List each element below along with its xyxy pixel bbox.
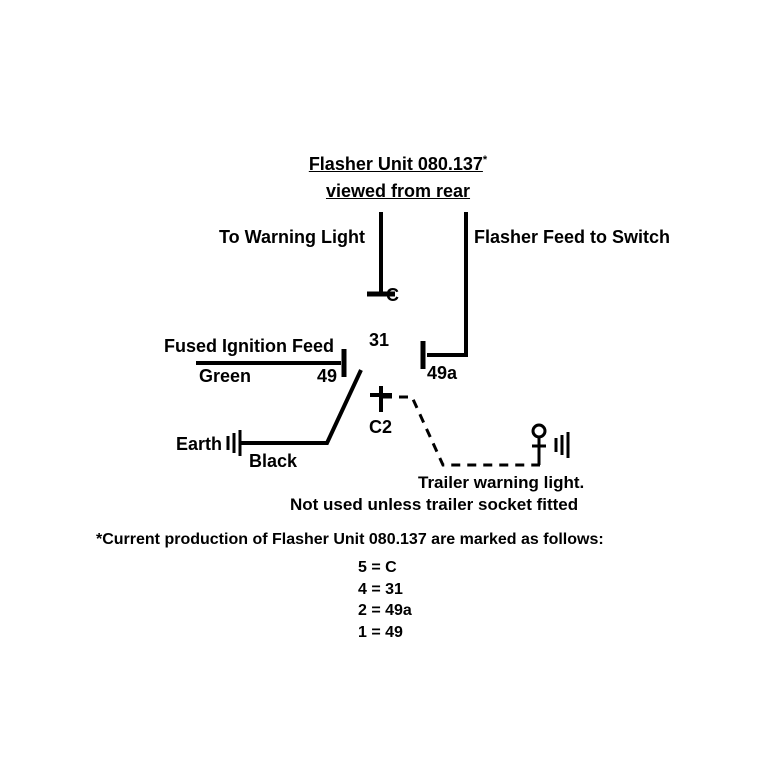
- label-terminal-49a: 49a: [427, 363, 458, 383]
- label-terminal-31: 31: [369, 330, 390, 350]
- label-black-wire: Black: [249, 451, 298, 471]
- wire-flasher-feed-to-switch: [427, 212, 466, 355]
- label-trailer-not-used: Not used unless trailer socket fitted: [290, 495, 579, 514]
- label-terminal-c2: C2: [369, 417, 393, 437]
- trailer-lamp-bulb-icon: [533, 425, 545, 437]
- wire-earth-black: [241, 370, 361, 443]
- footnote-mapping-item: 5 = C: [358, 559, 397, 576]
- label-fused-ignition-feed: Fused Ignition Feed: [164, 336, 334, 356]
- label-trailer-warning-light: Trailer warning light.: [418, 473, 585, 492]
- wire-trailer-dashed: [383, 397, 540, 465]
- label-green-wire: Green: [199, 366, 252, 386]
- label-earth: Earth: [176, 434, 223, 454]
- diagram-title-line1: Flasher Unit 080.137: [308, 154, 483, 175]
- label-flasher-feed-to-switch: Flasher Feed to Switch: [474, 227, 671, 247]
- label-terminal-c: C: [386, 285, 399, 305]
- label-to-warning-light: To Warning Light: [219, 227, 365, 247]
- footnote-mapping-item: 2 = 49a: [358, 602, 412, 620]
- label-terminal-49: 49: [317, 366, 338, 386]
- diagram-subtitle: viewed from rear: [325, 181, 471, 202]
- footnote-mapping-item: 4 = 31: [358, 580, 403, 598]
- footnote-mapping-item: 1 = 49: [358, 623, 403, 641]
- footnote-mapping-list: [358, 557, 412, 643]
- footnote-heading: *Current production of Flasher Unit 080.137 are marked as follows:: [96, 531, 604, 548]
- diagram-title-marker: *: [482, 154, 488, 167]
